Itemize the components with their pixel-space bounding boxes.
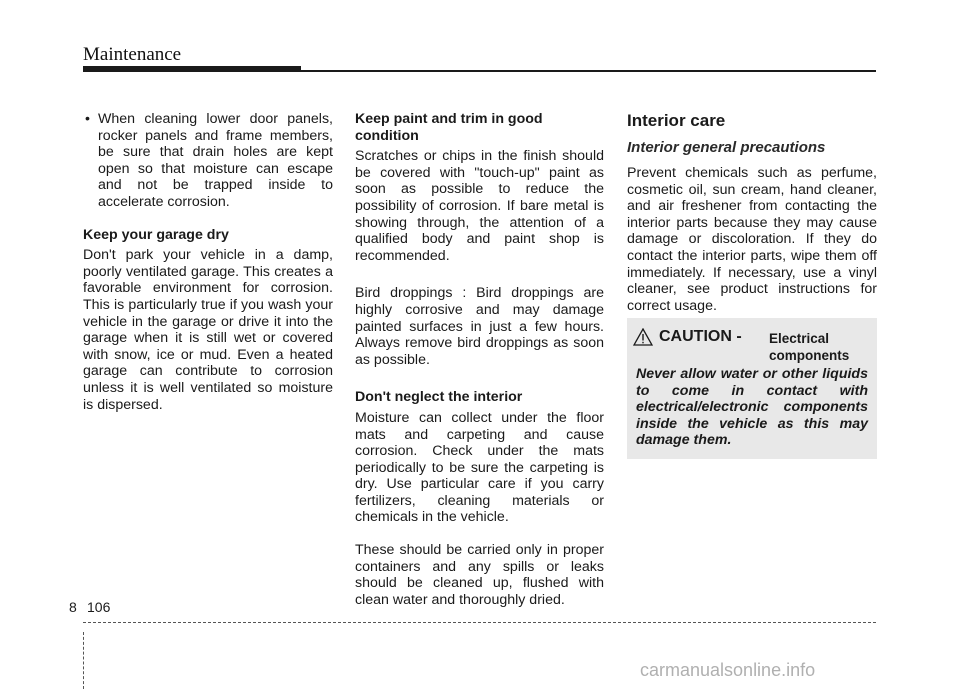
caution-topic: Electrical components xyxy=(769,331,850,363)
bird-paragraph: Bird droppings : Bird droppings are highly corrosive and may damage painted surfaces in just a few hours. Always remove bird droppings as soon as possible. xyxy=(355,285,604,368)
page-number: 106 xyxy=(87,599,111,615)
garage-paragraph: Don't park your vehicle in a damp, poorly ventilated garage. This creates a favorable environment for corrosion. This is particularly true if you wash your vehicle in the garage or drive it into the garage when it is still wet or covered with snow, ice or mud. Even a heated garage can contribute to corrosion unless it is well ventilated so moisture is dispersed. xyxy=(83,247,333,413)
footer-vertical-rule xyxy=(83,632,84,689)
column-3 xyxy=(627,111,877,330)
footer-rule xyxy=(83,622,876,623)
interior-paragraph-2: These should be carried only in proper containers and any spills or leaks should be cleaned up, flushed with clean water and thoroughly dried. xyxy=(355,542,604,608)
header-rule-thick xyxy=(83,66,301,72)
chapter-number: 8 xyxy=(69,599,77,615)
bullet-item xyxy=(83,111,333,211)
header-rule-thin xyxy=(301,70,876,72)
warning-triangle-icon xyxy=(633,328,653,346)
paint-heading: Keep paint and trim in good condition xyxy=(355,111,543,144)
page-header-title: Maintenance xyxy=(83,44,182,65)
bullet-text: When cleaning lower door panels, rocker panels and frame members, be sure that drain holes are kept open so that moisture can escape and not be trapped inside to accelerate corrosion. xyxy=(98,111,333,210)
interior-paragraph-1: Moisture can collect under the floor mats and carpeting and cause corrosion. Check under the mats periodically to be sure the carpeting is dry. Use particular care if you carry fertilizers, cleaning materials or chemicals in the vehicle. xyxy=(355,409,604,526)
caution-label: CAUTION - xyxy=(659,328,742,345)
interior-precautions-paragraph: Prevent chemicals such as perfume, cosmetic oil, sun cream, hand cleaner, and air freshener from contacting the interior parts because they may cause damage or discoloration. If they do contact the interior parts, wipe them off immediately. If necessary, use a vinyl cleaner, see product instructions for correct usage. xyxy=(627,165,877,314)
column-2 xyxy=(355,111,604,624)
interior-precautions-subtitle: Interior general precautions xyxy=(627,139,826,156)
caution-box xyxy=(627,318,877,459)
caution-text: Never allow water or other liquids to come in contact with electrical/electronic components inside the vehicle as this may damage them. xyxy=(636,366,868,449)
interior-heading: Don't neglect the interior xyxy=(355,389,523,406)
bullet-dot: • xyxy=(85,111,90,127)
garage-heading: Keep your garage dry xyxy=(83,226,229,243)
watermark: carmanualsonline.info xyxy=(640,660,816,680)
column-1 xyxy=(83,111,333,429)
interior-care-title: Interior care xyxy=(627,111,726,130)
paint-paragraph: Scratches or chips in the finish should be covered with "touch-up" paint as soon as possible to reduce the possibility of corrosion. If bare metal is showing through, the attention of a qualified body and paint shop is recommended. xyxy=(355,148,604,264)
